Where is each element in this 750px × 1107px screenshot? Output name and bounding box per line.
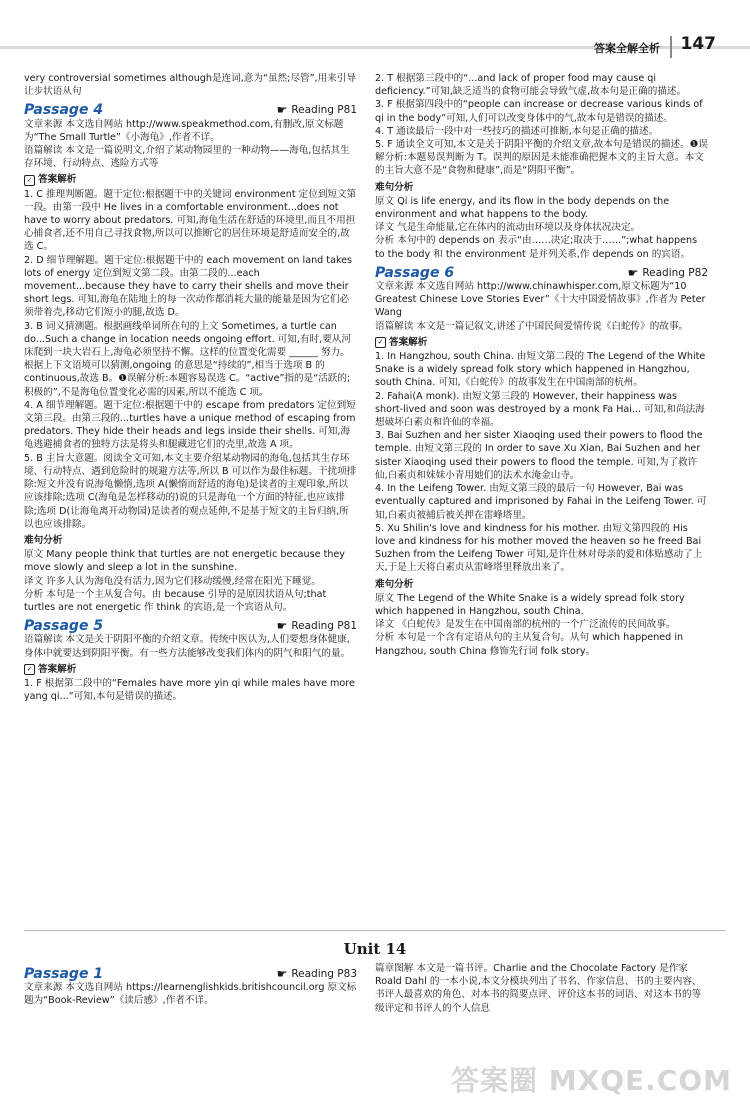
unit-right-column [375,962,708,1015]
pointing-hand-icon: ☛ [627,265,639,280]
answer-icon: ✓ [375,337,386,348]
answers-label: 答案解析 [38,174,77,186]
answer-item: 4. T 通读最后一段中对一些技巧的描述可推断,本句是正确的描述。 [375,125,659,137]
analysis: 分析 本句中的 depends on 表示“由……决定;取决于……”;what happens to the body 和 the environment 是并列关系,作 depends on 的宾语。 [375,235,698,260]
answer-item: 5. F 通读全文可知,本文是关于阴阳平衡的介绍文章,故本句是错误的描述。❶误解分析:本题易误判断为 T。误判的原因是未能准确把握本文的主旨大意。本文的主旨大意不是“食物和健康”,而是“阴阳平衡”。 [375,139,708,177]
answer-item: 1. F 根据第二段中的“Females have more yin qi while males have more yang qi...”可知,本句是错误的描述。 [24,677,355,703]
unit-passage-1-header [24,968,357,981]
unit-title: Unit 14 [343,940,407,958]
translation: 译文 《白蛇传》是发生在中国南部的杭州的一个广泛流传的民间故事。 [375,619,676,631]
header-divider [670,36,672,58]
answer-item: 4. In the Leifeng Tower. 由短文第三段的最后一句 However, Bai was eventually captured and imprisoned by Fahai in the Leifeng Tower. 可知,白素贞被捕后被关押在雷峰塔里。 [375,483,707,521]
passage-6-ref-text: Reading P82 [642,266,708,279]
pointing-hand-icon: ☛ [276,103,288,118]
passage-4-ref-text: Reading P81 [291,104,357,117]
passage-6-answers-heading [375,336,708,349]
passage-6-ref [628,267,708,280]
unit-passage-1-source: 文章来源 本文选自网站 https://learnenglishkids.britishcouncil.org 原文标题为“Book-Review”《读后感》,作者不详。 [24,982,357,1007]
left-column [24,72,357,703]
pointing-hand-icon: ☛ [276,967,288,981]
passage-6-header [375,264,708,281]
unit-passage-1-diagram: 篇章图解 本文是一篇书评。Charlie and the Chocolate Factory 是作家 Roald Dahl 的一本小说,本文分模块列出了书名、作家信息、书的主要内容、书评人最喜欢的角色、对本书的简要点评、评价这本书的词语、对这本书的等级评定和书评人的个人信息 [375,963,702,1014]
passage-4-reading: 语篇解读 本文是一篇说明文,介绍了某动物园里的一种动物——海龟,包括其生存环境、行动特点、逃险方式等 [24,145,350,170]
unit-passage-1-ref [277,968,357,981]
right-column [375,72,708,658]
passage-4-ref [277,104,357,117]
passage-5-title: Passage 5 [24,618,104,635]
answer-item: 2. Fahai(A monk). 由短文第三段的 However, their happiness was short-lived and soon was destroyed by a monk Fa Hai... 可知,和尚法海想破坏白素贞和许仙的幸福。 [375,390,705,429]
answer-item: 1. In Hangzhou, south China. 由短文第二段的 The Legend of the White Snake is a widely spread folk story which happened in Hangzhou, south China. 可知,《白蛇传》的故事发生在中国南部的杭州。 [375,351,706,389]
answers-label: 答案解析 [389,336,428,348]
passage-5-reading: 语篇解读 本文是关于阴阳平衡的介绍文章。传统中医认为,人们要想身体健康,身体中就要达到阴阳平衡。有一些方法能够改变我们体内的阴气和阳气的量。 [24,634,351,659]
passage-4-title: Passage 4 [24,102,104,119]
intro-text: very controversial sometimes although是连词,意为“虽然;尽管”,用来引导让步状语从句 [24,73,356,98]
passage-6-source: 文章来源 本文选自网站 http://www.chinawhisper.com,原文标题为“10 Greatest Chinese Love Stories Ever”《十大中国爱情故事》,作者为 Peter Wang [375,281,706,319]
original-sentence: 原文 The Legend of the White Snake is a widely spread folk story which happened in Hangzhou, south China. [375,592,685,617]
answer-item: 5. Xu Shilin's love and kindness for his mother. 由短文第四段的 His love and kindness for his mother moved the heaven so he freed Bai Suzhen from the Leifeng Tower 可知,是许仕林对母亲的爱和体贴感动了上天,于是上天将白素贞从雷峰塔里释放出来了。 [375,522,703,574]
passage-4-source: 文章来源 本文选自网站 http://www.speakmethod.com,有删改,原文标题为“The Small Turtle”《小海龟》,作者不详。 [24,118,344,143]
passage-5-ref-text: Reading P81 [291,620,357,633]
watermark-logo: 答案圈 MXQE.COM [451,1064,732,1097]
answer-item: 4. A 细节理解题。题干定位:根据题干中的 escape from predators 定位到短文第三段。由第三段的...turtles have a unique method of escaping from predators. They hide their heads and legs inside their shells. 可知,海龟逃避捕食者的独特方法是将头和腿藏进它们的壳里,故选 A 项。 [24,399,356,451]
answer-item: 3. Bai Suzhen and her sister Xiaoqing used their powers to flood the temple. 由短文第三段的 In order to save Xu Xian, Bai Suzhen and her sister Xiaoqing used their powers to flood the temple. 可知,为了救许仙,白素贞和妹妹小青用她们的法术水淹金山寺。 [375,430,703,481]
answer-item: 2. D 细节理解题。题干定位:根据题干中的 each movement on land takes lots of energy 定位到短文第二段。由第二段的...each movement...because they have to carry their shells and move their short legs. 可知,海龟在陆地上的每一次动作都消耗大量的能量是因为它们必须带着壳,移动它们短小的腿,故选 D。 [24,254,353,319]
unit-divider [24,930,726,931]
pointing-hand-icon: ☛ [276,619,288,634]
hard-sentence-heading: 难句分析 [24,534,63,546]
analysis: 分析 本句是一个含有定语从句的主从复合句。从句 which happened in Hangzhou, south China 修饰先行词 folk story。 [375,632,684,657]
answer-item: 2. T 根据第三段中的“...and lack of proper food may cause qi deficiency.”可知,缺乏适当的食物可能会导致气虚,故本句是正确的描述。 [375,73,687,98]
unit-passage-1-ref-text: Reading P83 [291,968,357,980]
passage-4-header [24,104,357,117]
passage-5-answers-heading [24,663,357,676]
page-number: 147 [680,34,716,54]
hard-sentence-heading: 难句分析 [375,181,414,193]
passage-4-answers-heading [24,173,357,186]
hard-sentence-heading: 难句分析 [375,578,414,590]
original-sentence: 原文 Many people think that turtles are not energetic because they move slowly and sleep a lot in the sunshine. [24,549,345,574]
passage-6-reading: 语篇解读 本文是一篇记叙文,讲述了中国民间爱情传说《白蛇传》的故事。 [375,320,689,332]
answer-icon: ✓ [24,664,35,675]
translation: 译文 气是生命能量,它在体内的流动由环境以及身体状况决定。 [375,222,641,234]
original-sentence: 原文 Qi is life energy, and its flow in the body depends on the environment and what happens to the body. [375,195,670,221]
passage-5-ref [277,620,357,633]
passage-5-header [24,620,357,633]
analysis: 分析 本句是一个主从复合句。由 because 引导的是原因状语从句;that turtles are not energetic 作 think 的宾语,是一个宾语从句。 [24,588,327,613]
answer-item: 3. B 词义猜测题。根据画线单词所在句的上文 Sometimes, a turtle can do...Such a change in location needs ongoing effort. 可知,有时,要从河床爬到一块大岩石上,海龟必须坚持不懈。这样的位置变化需要 ______ 努力。根据上下文语境可以猜测,ongoing 的意思是“持续的”,相当于选项 B 的 continuous,故选 B。❶误解分析:本题容易误选 C。“active”指的是“活跃的;积极的”,不是海龟位置变化必需的因素,所以不能选 C 项。 [24,320,351,398]
header-label: 答案全解全析 [594,42,660,55]
unit-passage-1-title: Passage 1 [24,966,104,982]
answers-label: 答案解析 [38,663,77,675]
passage-6-title: Passage 6 [375,264,455,281]
page-header [0,0,750,60]
answer-icon: ✓ [24,175,35,186]
answer-item: 5. B 主旨大意题。阅读全文可知,本文主要介绍某动物园的海龟,包括其生存环境、行动特点、遇到危险时的规避方法等,所以 B 可以作为最佳标题。干扰项排除:短文并没有说海龟懒惰,选项 A(懒惰而舒适的海龟)是读者的主观印象,所以应该排除;选项 C(海龟是怎样移动的)说的只是海龟一个方面的特征,也应该排除;选项 D(让海龟离开动物园)是读者的观点延伸,不是基于短文的主旨归纳,所以也应该排除。 [24,452,357,530]
unit-left-column [24,962,357,1008]
answer-item: 3. F 根据第四段中的“people can increase or decrease various kinds of qi in the body”可知,人们可以改变身体中的气,故本句是错误的描述。 [375,99,703,124]
answer-item: 1. C 推理判断题。题干定位:根据题干中的关键词 environment 定位到短文第一段。由第一段中 He lives in a comfortable environment...does not have to worry about predators. 可知,海龟生活在舒适的环境里,而且不用担心捕食者,还不用自己寻找食物,所以可以推断它的居住环境是舒适而安全的,故选 C。 [24,188,357,253]
translation: 译文 许多人认为海龟没有活力,因为它们移动缓慢,经常在阳光下睡觉。 [24,575,321,587]
